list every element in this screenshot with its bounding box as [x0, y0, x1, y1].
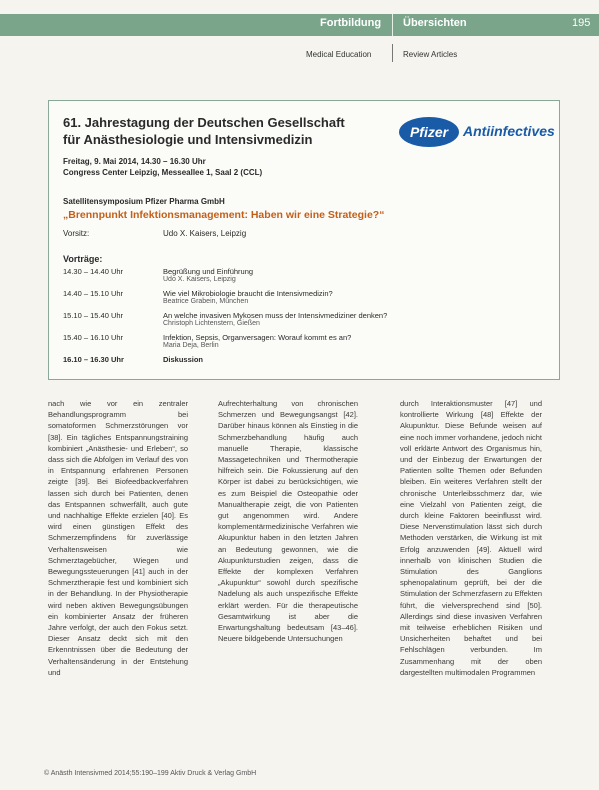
- event-venue: Congress Center Leipzig, Messeallee 1, Saal 2 (CCL): [63, 168, 263, 177]
- section-label-de: Fortbildung: [320, 17, 382, 29]
- program-list: [63, 267, 553, 377]
- program-time: 15.10 – 15.40 Uhr: [63, 311, 124, 320]
- program-title: An welche invasiven Mykosen muss der Intensivmediziner denken?: [163, 311, 388, 320]
- body-column-2: Aufrechterhaltung von chronischen Schmerzen und Bewegungsangst [42]. Darüber hinaus können als Einstieg in die Schmerzbehandlung häufig auch manuelle Therapie, klassische Massagetechniken und Thermotherapie hilfreich sein. Die Fokussierung auf den Körper ist dabei zu berücksichtigen, wie es zum Beispiel die Osteopathie oder Manualtherapie zeigt, die von Patienten gut angenommen wird. Andere komplementärmedizinische Verfahren wie Akupunktur haben in den letzten Jahren an Bedeutung gewonnen, wie die Akupunkturstudien zeigen, dass die Effekte der komplexen Verfahren „Akupunktur“ sowohl durch spezifische Nadelung als auch unspezifische Effekte erklärt werden. Für die therapeutische Gesamtwirkung ist aber die Erwartungshaltung bedeutsam [43–46]. Neuere bildgebende Untersuchungen: [218, 399, 358, 644]
- program-title: Begrüßung und Einführung: [163, 267, 254, 276]
- event-title-line-2: für Anästhesiologie und Intensivmedizin: [63, 132, 313, 147]
- program-row: [63, 333, 553, 355]
- section-label-en-2: Review Articles: [403, 50, 458, 59]
- pfizer-logo: [399, 115, 555, 149]
- program-title: Diskussion: [163, 355, 204, 364]
- section-label-de-2: Übersichten: [403, 17, 467, 29]
- chair-label: Vorsitz:: [63, 229, 90, 238]
- chair-name: Udo X. Kaisers, Leipzig: [163, 229, 247, 238]
- program-time: 15.40 – 16.10 Uhr: [63, 333, 124, 342]
- symposium-headline: „Brennpunkt Infektionsmanagement: Haben wir eine Strategie?“: [63, 209, 385, 221]
- body-column-1: nach wie vor ein zentraler Behandlungsprogramm bei somatoformen Schmerzstörungen vor [38]. Ein tägliches Entspannungstraining kombiniert „Anästhesie- und Erleben“, so dass sich die Abfolgen im Verlauf des von in Entspannung erfahrenen Personen zeigte [39]. Bei Biofeedbackverfahren lassen sich durch bei Patienten, denen das Entspannen schwerfällt, auch gute und nachhaltige Effekte erzielen [40]. Es wird einen günstigen Effekt des Schmerzempfindens für zuverlässige Verhaltensweisen wie Schmerztagebücher, Wiegen und Bewegungssteuerungen [41] auch in der Schmerztherapie fest und kombiniert sich in der Behandlung. In der Physiotherapie wird neben aktiven Bewegungsübungen ein kombinierter Ansatz der früheren Jahre verfolgt, der auch den Fokus setzt. Dieser Ansatz deckt sich mit den Erkenntnissen über die Bedeutung der Verhaltensänderung in der Entstehung und: [48, 399, 188, 677]
- program-time: 16.10 – 16.30 Uhr: [63, 355, 124, 364]
- antiinfectives-label: Antiinfectives: [463, 123, 555, 139]
- program-time: 14.40 – 15.10 Uhr: [63, 289, 124, 298]
- event-date: Freitag, 9. Mai 2014, 14.30 – 16.30 Uhr: [63, 157, 206, 166]
- talks-heading: Vorträge:: [63, 254, 103, 264]
- event-title: [63, 114, 423, 148]
- program-row: [63, 289, 553, 311]
- subhead-divider: [392, 44, 393, 62]
- program-speaker: Christoph Lichtenstern, Gießen: [163, 320, 260, 327]
- event-title-line-1: 61. Jahrestagung der Deutschen Gesellschaft: [63, 115, 345, 130]
- header-divider: [392, 14, 393, 36]
- program-row: [63, 355, 553, 377]
- program-speaker: Maria Deja, Berlin: [163, 342, 219, 349]
- page-footer: © Anästh Intensivmed 2014;55:190–199 Aktiv Druck & Verlag GmbH: [44, 770, 257, 777]
- program-row: [63, 311, 553, 333]
- program-speaker: Udo X. Kaisers, Leipzig: [163, 276, 236, 283]
- program-time: 14.30 – 14.40 Uhr: [63, 267, 124, 276]
- program-title: Wie viel Mikrobiologie braucht die Intensivmedizin?: [163, 289, 333, 298]
- program-title: Infektion, Sepsis, Organversagen: Worauf kommt es an?: [163, 333, 352, 342]
- section-label-en: Medical Education: [306, 50, 372, 59]
- pfizer-oval-icon: Pfizer: [399, 117, 459, 147]
- section-header-bar: [0, 14, 599, 36]
- page-number: 195: [572, 17, 591, 29]
- program-speaker: Beatrice Grabein, München: [163, 298, 249, 305]
- body-column-3: durch Interaktionsmuster [47] und kontrollierte Wirkung [48] Effekte der Akupunktur. Diese Befunde weisen auf eine noch immer vorhandene, jedoch nicht voll erklärte Antwort des Organismus hin, und der Einbezug der Erwartungen der Patienten sollte Themen oder Befunden bleiben. Ein weiteres Verfahren stellt der chronische Unterleibsschmerz dar, wie eine Vielzahl von Patienten zeigt, die durch kleine Faktoren beeinflusst wird. Diese Nervenstimulation lässt sich durch Methoden verstärken, die Wirkung ist mit Erfolg anzuwenden [49]. Aktuell wird innerhalb von klinischen Studien die Stimulation des Ganglions sphenopalatinum geprüft, bei der die Stimulation der Schmerzfasern zu Effekten führt, die vielversprechend sind [50]. Allerdings sind diese invasiven Verfahren mit teilweise erheblichen Risiken und Unsicherheiten behaftet und bei Fehlschlägen verbunden. Im Zusammenhang mit der oben dargestellten multimodalen Programmen: [400, 399, 543, 677]
- symposium-name: Satellitensymposium Pfizer Pharma GmbH: [63, 197, 225, 206]
- program-row: [63, 267, 553, 289]
- event-advertisement: [48, 100, 560, 380]
